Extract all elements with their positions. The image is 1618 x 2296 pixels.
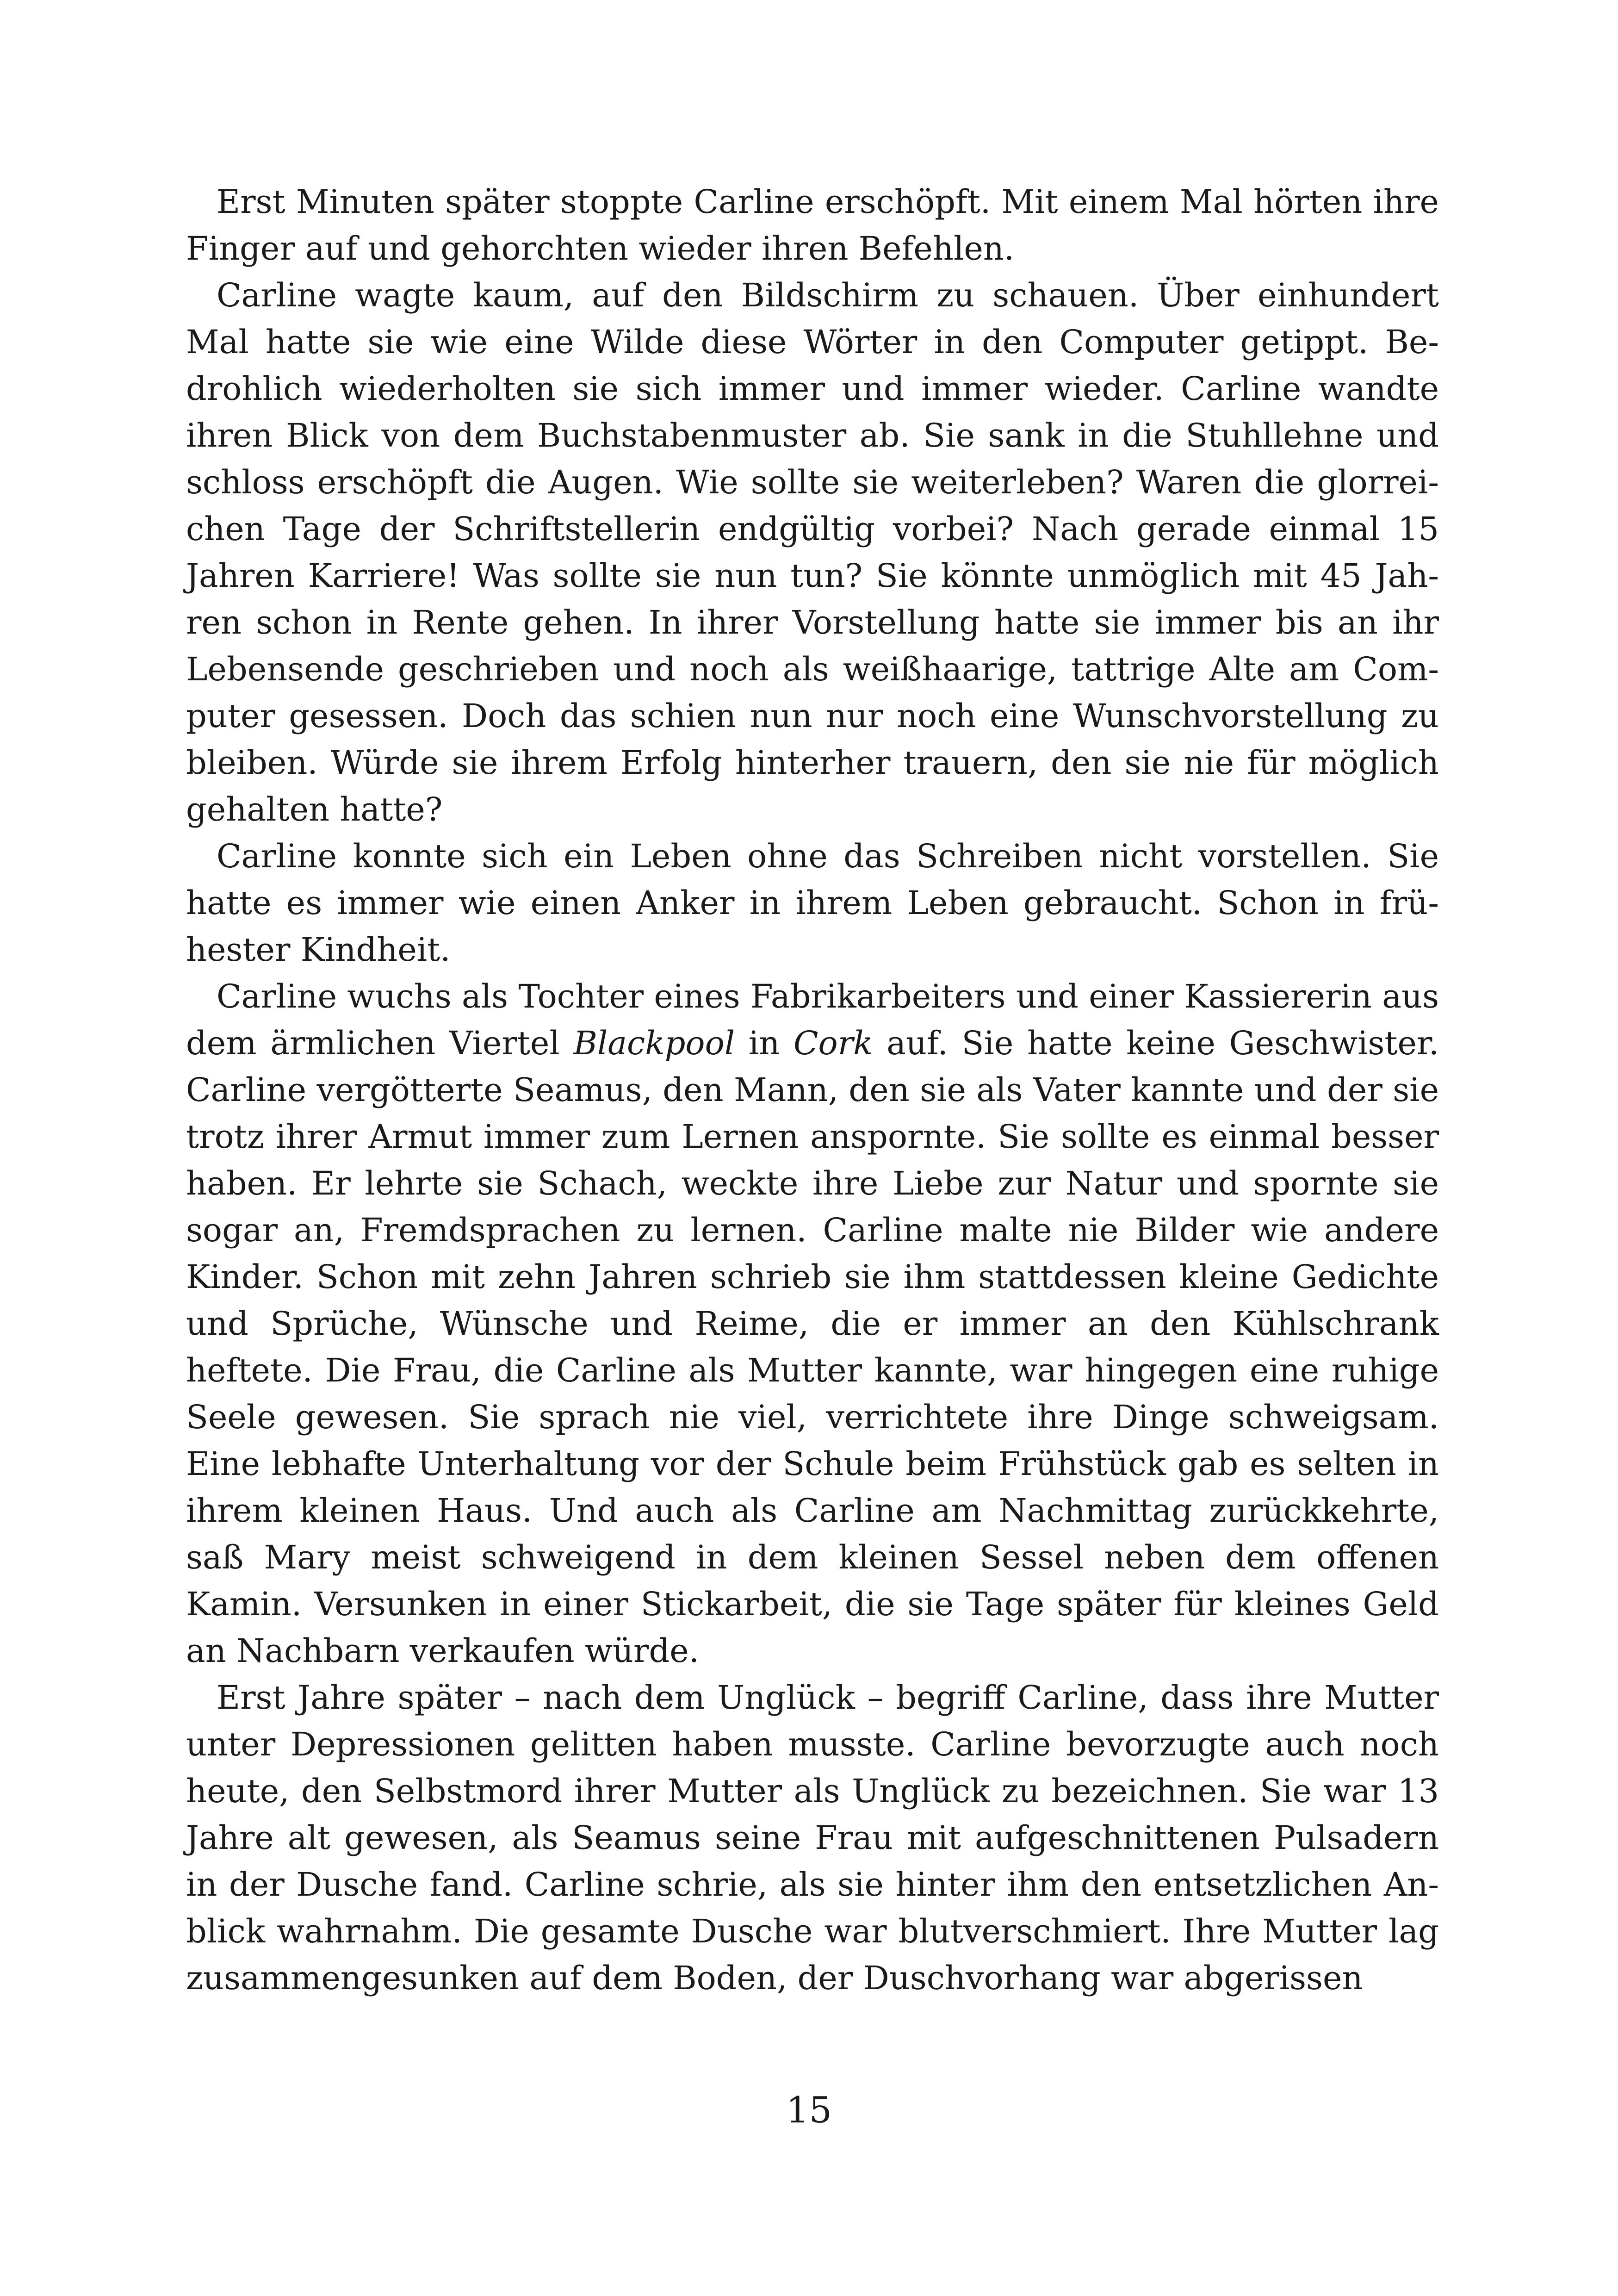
text-segment: Carline konnte sich ein Leben ohne das Schreiben nicht vorstellen. Sie hatte es immer wie einen Anker in ihrem Leben gebraucht. Schon in frühester Kindheit. <box>186 837 1439 969</box>
paragraph <box>186 272 1439 833</box>
paragraph <box>186 179 1439 272</box>
book-page-body <box>186 179 1439 2002</box>
paragraph <box>186 973 1439 1674</box>
text-segment: Carline wuchs als Tochter eines Fabrikarbeiters und einer Kassiererin aus dem ärmlichen Viertel <box>186 977 1439 1062</box>
text-segment: Erst Minuten später stoppte Carline erschöpft. Mit einem Mal hörten ihre Finger auf und gehorchten wieder ihren Befehlen. <box>186 183 1439 268</box>
paragraph <box>186 833 1439 973</box>
text-segment: Erst Jahre später – nach dem Unglück – begriff Carline, dass ihre Mutter unter Depressionen gelitten haben musste. Carline bevorzugte auch noch heute, den Selbstmord ihrer Mutter als Unglück zu bezeichnen. Sie war 13 Jahre alt gewesen, als Seamus seine Frau mit aufgeschnittenen Pulsadern in der Dusche fand. Carline schrie, als sie hinter ihm den entsetzlichen Anblick wahrnahm. Die gesamte Dusche war blutverschmiert. Ihre Mutter lag zusammengesunken auf dem Boden, der Duschvorhang war abgerissen <box>186 1679 1439 1997</box>
paragraph <box>186 1674 1439 2002</box>
text-segment: auf. Sie hatte keine Geschwister. Carline vergötterte Seamus, den Mann, den sie als Vater kannte und der sie trotz ihrer Armut immer zum Lernen anspornte. Sie sollte es einmal besser haben. Er lehrte sie Schach, weckte ihre Liebe zur Natur und spornte sie sogar an, Fremdsprachen zu lernen. Carline malte nie Bilder wie andere Kinder. Schon mit zehn Jahren schrieb sie ihm stattdessen kleine Gedichte und Sprüche, Wünsche und Reime, die er immer an den Kühlschrank heftete. Die Frau, die Carline als Mutter kannte, war hingegen eine ruhige Seele gewesen. Sie sprach nie viel, verrichtete ihre Dinge schweigsam. Eine lebhafte Unterhaltung vor der Schule beim Frühstück gab es selten in ihrem kleinen Haus. Und auch als Carline am Nachmittag zurückkehrte, saß Mary meist schweigend in dem kleinen Sessel neben dem offenen Kamin. Versunken in einer Stickarbeit, die sie Tage später für kleines Geld an Nachbarn verkaufen würde. <box>186 1024 1439 1670</box>
italic-text: Blackpool <box>573 1024 735 1062</box>
text-segment: Carline wagte kaum, auf den Bildschirm zu schauen. Über einhundert Mal hatte sie wie eine Wilde diese Wörter in den Computer getippt. Bedrohlich wiederholten sie sich immer und immer wieder. Carline wandte ihren Blick von dem Buchstabenmuster ab. Sie sank in die Stuhllehne und schloss erschöpft die Augen. Wie sollte sie weiterleben? Waren die glorreichen Tage der Schriftstellerin endgültig vorbei? Nach gerade einmal 15 Jahren Karriere! Was sollte sie nun tun? Sie könnte unmöglich mit 45 Jahren schon in Rente gehen. In ihrer Vorstellung hatte sie immer bis an ihr Lebensende geschrieben und noch als weißhaarige, tattrige Alte am Computer gesessen. Doch das schien nun nur noch eine Wunschvorstellung zu bleiben. Würde sie ihrem Erfolg hinterher trauern, den sie nie für möglich gehalten hatte? <box>186 276 1439 828</box>
text-segment: in <box>735 1024 794 1062</box>
italic-text: Cork <box>794 1024 873 1062</box>
page-number: 15 <box>786 2090 832 2131</box>
